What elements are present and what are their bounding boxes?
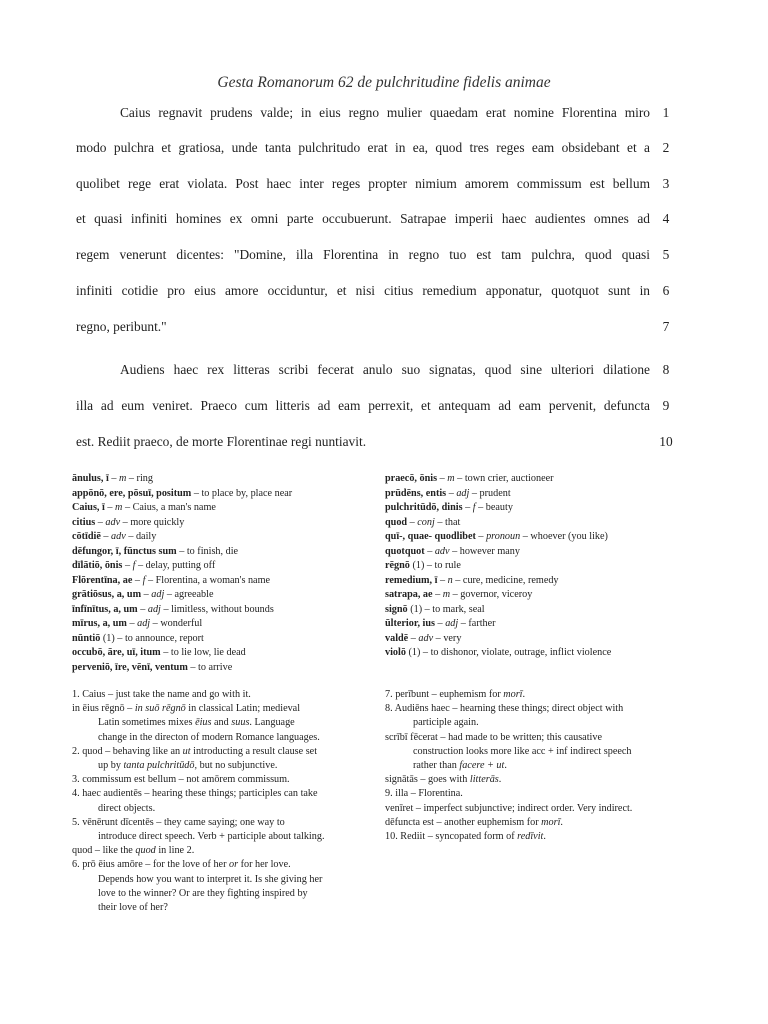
note-text: venīret – imperfect subjunctive; indirect order. Very indirect. bbox=[385, 802, 633, 814]
vocab-entry bbox=[385, 646, 685, 661]
vocabulary-list-left bbox=[72, 472, 372, 675]
note-text: love to the winner? Or are they fighting inspired by bbox=[98, 887, 308, 899]
vocab-separator: – bbox=[135, 560, 146, 571]
vocabulary-list-right bbox=[385, 472, 685, 661]
note-italic-text: suus bbox=[231, 717, 250, 729]
vocab-definition: limitless, without bounds bbox=[171, 603, 274, 615]
note-line bbox=[72, 773, 377, 787]
vocab-separator: – bbox=[449, 545, 460, 557]
note-italic-text: quod bbox=[135, 845, 156, 857]
note-text: for her love. bbox=[238, 859, 291, 871]
notes-list-left bbox=[72, 688, 377, 915]
line-number: 10 bbox=[659, 434, 673, 449]
vocab-definition: ring bbox=[136, 473, 153, 484]
note-text: 6. prō ēius amōre – for the love of her bbox=[72, 859, 230, 871]
line-number: 7 bbox=[662, 319, 670, 334]
line-number: 5 bbox=[662, 247, 670, 262]
vocab-separator: – bbox=[141, 589, 152, 600]
note-italic-text: ēius bbox=[195, 717, 212, 729]
vocab-headword: ānulus, ī bbox=[72, 473, 109, 484]
note-text: 2. quod – behaving like an bbox=[72, 745, 183, 757]
vocab-separator: – bbox=[122, 560, 133, 571]
note-line bbox=[385, 830, 695, 844]
vocab-entry bbox=[72, 632, 372, 647]
vocab-definition: agreeable bbox=[174, 589, 214, 600]
note-line bbox=[72, 830, 377, 844]
note-text: . Language bbox=[249, 717, 295, 729]
vocab-definition: beauty bbox=[485, 502, 513, 513]
vocab-entry bbox=[72, 588, 372, 603]
vocab-definition: to mark, seal bbox=[432, 603, 485, 615]
vocab-headword: quotquot bbox=[385, 545, 425, 557]
vocab-separator: – bbox=[100, 531, 112, 542]
vocab-entry bbox=[72, 603, 372, 618]
vocab-entry bbox=[385, 501, 685, 516]
passage-line: et quasi infiniti homines ex omni parte occubuerunt. Satrapae imperii haec audientes omnes ad bbox=[76, 211, 650, 226]
vocab-entry bbox=[72, 530, 372, 545]
note-text: signātās – goes with bbox=[385, 774, 470, 786]
note-line bbox=[72, 816, 377, 830]
vocab-headword: valdē bbox=[385, 632, 409, 644]
vocab-part-of-speech: m bbox=[442, 589, 451, 600]
vocab-definition: wonderful bbox=[160, 618, 203, 629]
note-line bbox=[72, 702, 377, 716]
note-text: their love of her? bbox=[98, 902, 168, 914]
vocab-headword: grātiōsus, a, um bbox=[72, 589, 142, 600]
vocab-part-of-speech: m bbox=[115, 502, 123, 513]
vocab-separator: – bbox=[446, 487, 457, 499]
vocab-headword: signō bbox=[385, 603, 408, 615]
vocab-separator: – bbox=[475, 502, 486, 513]
vocab-part-of-speech: adv bbox=[111, 531, 126, 542]
vocab-separator: – bbox=[187, 661, 199, 673]
vocab-part-of-speech: adj bbox=[445, 618, 459, 629]
vocab-separator: – bbox=[95, 516, 106, 528]
note-line bbox=[385, 773, 695, 787]
vocab-separator: – bbox=[126, 618, 138, 629]
vocab-separator: – bbox=[137, 603, 148, 615]
vocab-separator: – bbox=[469, 487, 480, 499]
note-italic-text: redīvit bbox=[517, 831, 544, 843]
note-line bbox=[72, 887, 377, 901]
vocab-part-of-speech: pronoun bbox=[486, 531, 521, 542]
vocab-entry bbox=[72, 617, 372, 632]
vocab-headword: Flōrentīna, ae bbox=[72, 574, 133, 586]
vocab-definition: to place by, place near bbox=[201, 487, 293, 499]
vocab-part-of-speech: adv bbox=[418, 632, 434, 644]
note-line bbox=[72, 731, 377, 745]
vocab-headword: ūlterior, ius bbox=[385, 618, 435, 629]
vocab-separator: – bbox=[160, 603, 172, 615]
passage-line: Caius regnavit prudens valde; in eius regno mulier quaedam erat nomine Florentina miro bbox=[120, 105, 650, 120]
vocab-definition: very bbox=[443, 632, 462, 644]
vocab-definition: daily bbox=[135, 531, 157, 542]
note-text: participle again. bbox=[413, 717, 479, 729]
vocab-part-of-speech: adv bbox=[434, 545, 450, 557]
line-number: 9 bbox=[662, 398, 670, 413]
note-italic-text: morī bbox=[503, 689, 523, 700]
vocab-separator: – bbox=[145, 574, 156, 586]
note-line bbox=[385, 816, 695, 830]
vocab-headword: satrapa, ae bbox=[385, 589, 433, 600]
note-text: and bbox=[211, 717, 232, 729]
note-line bbox=[385, 702, 695, 716]
note-text: in ēius rēgnō – bbox=[72, 703, 135, 715]
passage-line: regno, peribunt." bbox=[76, 319, 167, 334]
vocab-headword: citius bbox=[72, 516, 96, 528]
vocab-definition: cure, medicine, remedy bbox=[462, 574, 559, 586]
note-text: in line 2. bbox=[155, 845, 195, 857]
vocab-separator: – bbox=[435, 618, 446, 629]
note-text: 4. haec audientēs – hearing these things; participles can take bbox=[72, 788, 318, 800]
vocab-part-of-speech: adj bbox=[456, 487, 470, 499]
vocab-definition: whoever (you like) bbox=[530, 531, 608, 542]
note-line bbox=[72, 759, 377, 773]
vocab-separator: – bbox=[191, 487, 202, 499]
vocab-headword: dīlātiō, ōnis bbox=[72, 560, 123, 571]
vocab-part-of-speech: m bbox=[447, 473, 455, 484]
vocab-definition: to rule bbox=[434, 560, 461, 571]
vocab-separator: – bbox=[164, 589, 175, 600]
note-italic-text: tanta pulchritūdō, bbox=[123, 760, 198, 772]
vocab-entry bbox=[72, 501, 372, 516]
note-text: scrībī fēcerat – had made to be written; this causative bbox=[385, 731, 602, 743]
vocab-headword: quī-, quae- quodlibet bbox=[385, 531, 476, 542]
note-text: 10. Rediit – syncopated form of bbox=[385, 831, 518, 843]
vocab-entry bbox=[72, 487, 372, 502]
vocab-separator: – bbox=[462, 502, 473, 513]
vocab-separator: (1) – bbox=[409, 560, 435, 571]
vocab-entry bbox=[385, 472, 685, 487]
vocab-separator: (1) – bbox=[405, 647, 431, 658]
vocab-entry bbox=[385, 559, 685, 574]
vocab-separator: – bbox=[433, 632, 444, 644]
note-text: . bbox=[498, 774, 502, 786]
vocab-separator: – bbox=[454, 473, 465, 484]
vocab-headword: violō bbox=[385, 647, 406, 658]
vocab-definition: town crier, auctioneer bbox=[464, 473, 554, 484]
vocab-part-of-speech: adj bbox=[147, 603, 161, 615]
vocab-entry bbox=[72, 545, 372, 560]
vocab-headword: quod bbox=[385, 516, 408, 528]
note-line bbox=[72, 716, 377, 730]
vocab-definition: more quickly bbox=[130, 516, 185, 528]
vocab-separator: – bbox=[176, 545, 187, 557]
vocab-entry bbox=[72, 516, 372, 531]
vocab-separator: – bbox=[150, 618, 161, 629]
vocab-headword: remedium, ī bbox=[385, 574, 438, 586]
vocab-entry bbox=[385, 617, 685, 632]
vocab-entry bbox=[385, 588, 685, 603]
note-text: direct objects. bbox=[98, 802, 156, 814]
passage-line: est. Rediit praeco, de morte Florentinae regi nuntiavit. bbox=[76, 434, 367, 449]
vocab-separator: (1) – bbox=[100, 632, 125, 644]
vocab-separator: – bbox=[475, 531, 487, 542]
vocab-entry bbox=[385, 574, 685, 589]
passage-line: quolibet rege erat violata. Post haec inter reges propter nimium amorem commissum est bellum bbox=[76, 176, 650, 191]
note-text: 9. illa – Florentina. bbox=[385, 788, 463, 800]
vocab-part-of-speech: adj bbox=[151, 589, 165, 600]
vocab-headword: mīrus, a, um bbox=[72, 618, 127, 629]
line-number: 4 bbox=[662, 211, 670, 226]
note-text: . bbox=[504, 760, 507, 772]
note-line bbox=[72, 873, 377, 887]
note-line bbox=[385, 802, 695, 816]
vocab-part-of-speech: n bbox=[447, 574, 453, 586]
vocab-entry bbox=[72, 472, 372, 487]
vocab-separator: – bbox=[432, 589, 443, 600]
vocab-headword: rēgnō bbox=[385, 560, 410, 571]
note-italic-text: litterās bbox=[469, 774, 499, 786]
vocab-part-of-speech: f bbox=[472, 502, 476, 513]
note-text: introduce direct speech. Verb + participle about talking. bbox=[98, 831, 325, 843]
vocab-entry bbox=[385, 487, 685, 502]
vocab-separator: – bbox=[520, 531, 531, 542]
note-text: Depends how you want to interpret it. Is she giving her bbox=[98, 873, 323, 885]
vocab-part-of-speech: adj bbox=[137, 618, 151, 629]
line-number: 3 bbox=[662, 176, 670, 191]
passage-line: modo pulchra et gratiosa, unde tanta pulchritudo erat in ea, quod tres reges eam obsidebant et a bbox=[76, 140, 650, 155]
vocab-entry bbox=[385, 603, 685, 618]
vocab-part-of-speech: adv bbox=[105, 516, 121, 528]
note-text: . bbox=[543, 831, 546, 843]
note-text: 8. Audiēns haec – hearning these things; direct object with bbox=[385, 703, 624, 715]
vocab-separator: – bbox=[122, 502, 133, 513]
vocab-headword: praecō, ōnis bbox=[385, 473, 438, 484]
vocab-entry bbox=[72, 559, 372, 574]
document-title: Gesta Romanorum 62 de pulchritudine fidelis animae bbox=[217, 74, 551, 91]
vocab-part-of-speech: m bbox=[119, 473, 127, 484]
note-line bbox=[72, 901, 377, 915]
vocab-separator: – bbox=[452, 574, 463, 586]
line-number: 1 bbox=[662, 105, 670, 120]
vocab-separator: – bbox=[437, 473, 448, 484]
note-text: 3. commissum est bellum – not amōrem commissum. bbox=[72, 774, 290, 786]
vocab-separator: – bbox=[160, 647, 171, 658]
note-line bbox=[72, 688, 377, 702]
note-line bbox=[385, 787, 695, 801]
vocab-headword: perveniō, īre, vēnī, ventum bbox=[72, 661, 188, 673]
note-text: dēfuncta est – another euphemism for bbox=[385, 816, 542, 828]
note-text: rather than bbox=[413, 760, 460, 772]
vocab-definition: to lie low, lie dead bbox=[170, 647, 246, 658]
vocab-entry bbox=[72, 646, 372, 661]
note-text: 7. perībunt – euphemism for bbox=[385, 689, 504, 700]
note-line bbox=[72, 802, 377, 816]
vocab-definition: to announce, report bbox=[124, 632, 204, 644]
vocab-separator: – bbox=[108, 473, 119, 484]
vocab-headword: prūdēns, entis bbox=[385, 487, 447, 499]
note-text: introducting a result clause set bbox=[190, 745, 318, 757]
note-text: Latin sometimes mixes bbox=[98, 717, 196, 729]
vocab-part-of-speech: f bbox=[142, 574, 146, 586]
vocab-separator: – bbox=[408, 632, 419, 644]
note-line bbox=[72, 858, 377, 872]
vocab-part-of-speech: conj bbox=[417, 516, 435, 528]
vocab-entry bbox=[385, 530, 685, 545]
vocab-definition: Florentina, a woman's name bbox=[155, 574, 271, 586]
vocab-separator: (1) – bbox=[407, 603, 433, 615]
vocab-separator: – bbox=[434, 516, 446, 528]
passage-line: infiniti cotidie pro eius amore occiduntur, et nisi citius remedium apponatur, quotquot sunt in bbox=[76, 283, 650, 298]
line-number: 2 bbox=[662, 140, 670, 155]
vocab-entry bbox=[385, 632, 685, 647]
vocab-entry bbox=[385, 516, 685, 531]
vocab-separator: – bbox=[125, 531, 136, 542]
vocab-definition: delay, putting off bbox=[145, 560, 216, 571]
vocab-headword: appōnō, ere, pōsuī, positum bbox=[72, 487, 192, 499]
vocab-headword: pulchritūdō, dinis bbox=[385, 502, 463, 513]
vocab-separator: – bbox=[458, 618, 469, 629]
note-line bbox=[385, 759, 695, 773]
vocab-headword: occubō, āre, uī, itum bbox=[72, 647, 161, 658]
vocab-separator: – bbox=[450, 589, 461, 600]
line-number: 6 bbox=[662, 283, 670, 298]
note-line bbox=[385, 731, 695, 745]
vocab-definition: to dishonor, violate, outrage, inflict violence bbox=[430, 647, 612, 658]
note-line bbox=[72, 787, 377, 801]
note-text: 1. Caius – just take the name and go with it. bbox=[72, 689, 251, 700]
vocab-headword: Caius, ī bbox=[72, 502, 105, 513]
note-text: 5. vēnērunt dīcentēs – they came saying; one way to bbox=[72, 816, 285, 828]
vocab-definition: that bbox=[445, 516, 461, 528]
note-line bbox=[385, 716, 695, 730]
note-text: but no subjunctive. bbox=[197, 760, 278, 772]
note-line bbox=[385, 745, 695, 759]
vocab-definition: Caius, a man's name bbox=[132, 502, 216, 513]
note-line bbox=[72, 844, 377, 858]
note-text: . bbox=[560, 816, 563, 828]
passage-line: regem venerunt dicentes: "Domine, illa Florentina in regno tuo est tam pulchra, quod quasi bbox=[76, 247, 650, 262]
note-italic-text: or bbox=[229, 859, 239, 871]
vocab-entry bbox=[72, 661, 372, 676]
vocab-headword: dēfungor, ī, fūnctus sum bbox=[72, 545, 177, 557]
vocab-headword: īnfīnītus, a, um bbox=[72, 603, 138, 615]
note-italic-text: ut bbox=[182, 745, 191, 757]
vocab-separator: – bbox=[424, 545, 435, 557]
note-italic-text: morī bbox=[541, 816, 561, 828]
note-text: change in the directon of modern Romance languages. bbox=[98, 731, 320, 743]
vocab-definition: to finish, die bbox=[186, 545, 239, 557]
note-text: quod – like the bbox=[72, 845, 136, 857]
note-italic-text: in suō rēgnō bbox=[134, 703, 186, 715]
vocab-headword: nūntiō bbox=[72, 632, 101, 644]
passage-line: illa ad eum veniret. Praeco cum litteris ad eam perrexit, et antequam ad eam pervenit, defuncta bbox=[76, 398, 650, 413]
note-text: . bbox=[522, 689, 526, 700]
vocab-separator: – bbox=[132, 574, 143, 586]
note-line bbox=[385, 688, 695, 702]
note-line bbox=[72, 745, 377, 759]
vocab-separator: – bbox=[126, 473, 137, 484]
note-text: construction looks more like acc + inf indirect speech bbox=[413, 745, 632, 757]
passage-line: Audiens haec rex litteras scribi fecerat anulo suo signatas, quod sine ulteriori dilatione bbox=[120, 362, 650, 377]
vocab-entry bbox=[72, 574, 372, 589]
note-text: up by bbox=[98, 760, 124, 772]
vocab-separator: – bbox=[407, 516, 418, 528]
vocab-definition: governor, viceroy bbox=[460, 589, 533, 600]
line-number: 8 bbox=[662, 362, 670, 377]
note-italic-text: facere + ut bbox=[459, 760, 505, 772]
vocab-separator: – bbox=[120, 516, 131, 528]
vocab-separator: – bbox=[437, 574, 448, 586]
vocab-part-of-speech: f bbox=[132, 560, 136, 571]
vocab-entry bbox=[385, 545, 685, 560]
notes-list-right bbox=[385, 688, 695, 844]
vocab-separator: – bbox=[104, 502, 116, 513]
vocab-definition: prudent bbox=[479, 487, 511, 499]
vocab-definition: however many bbox=[459, 545, 520, 557]
note-text: in classical Latin; medieval bbox=[185, 703, 301, 715]
vocab-definition: to arrive bbox=[198, 661, 233, 673]
vocab-headword: cōtīdiē bbox=[72, 531, 101, 542]
vocab-definition: farther bbox=[468, 618, 496, 629]
